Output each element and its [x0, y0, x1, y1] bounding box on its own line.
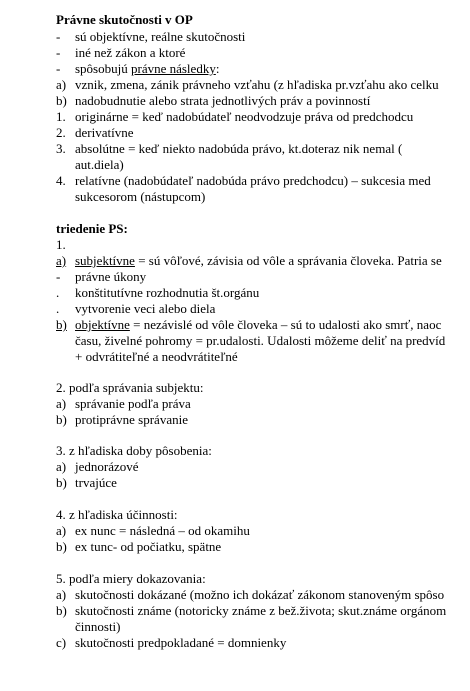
- document-page: Právne skutočnosti v OP - sú objektívne, reálne skutočnosti - iné než zákon a ktoré - spôsobujú právne následky: a) vznik, zmena, zánik právneho vzťahu (z hľadiska pr.vzťahu ako celku b) nadobudnutie alebo strata jednotlivých práv a povinností 1. originárne = keď nadobúdateľ neodvodzuje práva od predchodcu 2. derivatívne 3. absolútne = keď niekto nadobúda právo, kt.doteraz nik nemal ( aut.diela) 4. relatívne (nadobúdateľ nadobúda právo predchodcu) – sukcesia med sukcesorom (nástupcom) triedenie PS: 1. a) subjektívne = sú vôľové, závisia od vôle a správania človeka. Patria se - právne úkony . konštitutívne rozhodnutia št.orgánu . vytvorenie veci alebo diela b) objektívne = nezávislé od vôle človeka – sú to udalosti ako smrť, naoc času, živelné pohromy = pr.udalosti. Udalosti môžeme deliť na predvíd + odvrátiteľné a neodvrátiteľné 2. podľa správania subjektu: a) správanie podľa práva b) protiprávne správanie 3. z hľadiska doby pôsobenia: a) jednorázové b) trvajúce 4. z hľadiska účinnosti: a) ex nunc = následná – od okamihu b) ex tunc- od počiatku, spätne 5. podľa miery dokazovania: a) skutočnosti dokázané (možno ich dokázať zákonom stanoveným spôso b) skutočnosti známe (notoricky známe z bež.života; skut.známe orgánom činnosti) c) skutočnosti predpokladané = domnienky: [56, 12, 447, 650]
